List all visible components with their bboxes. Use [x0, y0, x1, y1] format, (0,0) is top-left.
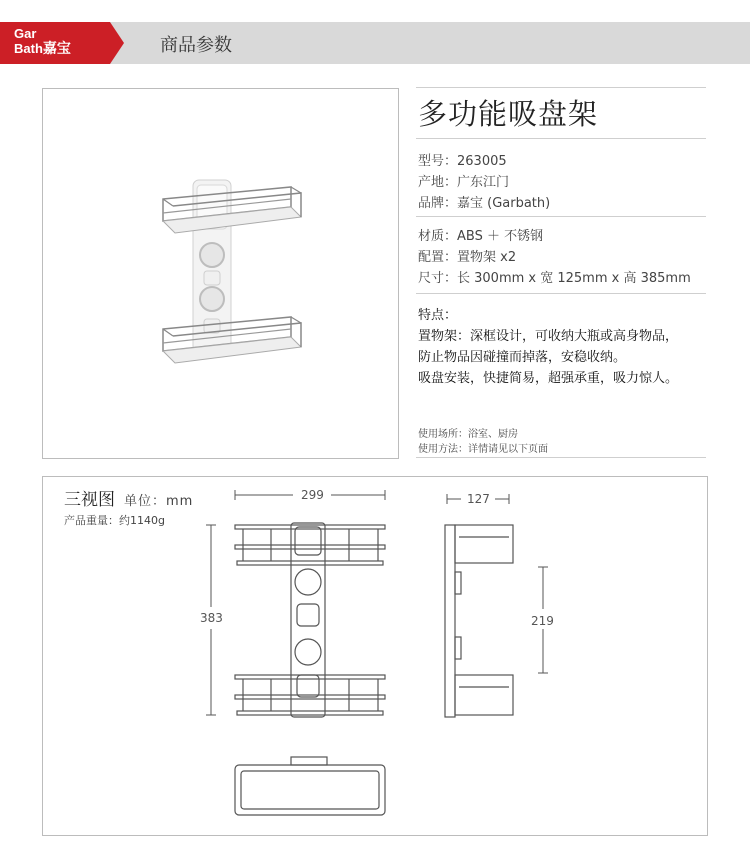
dim-side-height-label: 219: [531, 614, 554, 628]
section-title: 商品参数: [160, 35, 232, 56]
dim-height-label: 383: [200, 611, 223, 625]
product-title: 多功能吸盘架: [418, 97, 599, 131]
spec-brand: 品牌：嘉宝 (Garbath): [418, 196, 551, 211]
three-view-drawing: [42, 476, 708, 836]
usage-method: 使用方法：详情请见以下页面: [418, 444, 548, 455]
divider: [416, 457, 706, 458]
weight-label: 产品重量：约1140g: [64, 514, 165, 527]
brand-logo: [0, 22, 110, 64]
feature-line: 防止物品因碰撞而掉落，安稳收纳。: [418, 350, 627, 365]
divider: [416, 138, 706, 139]
three-view-title: 三视图: [64, 490, 115, 510]
logo-line2: Bath: [14, 41, 43, 56]
usage-place: 使用场所：浴室、厨房: [418, 429, 518, 440]
spec-material: 材质：ABS ＋ 不锈钢: [418, 229, 544, 244]
dim-width-label: 299: [301, 488, 324, 502]
spec-size: 尺寸：长 300mm x 宽 125mm x 高 385mm: [418, 271, 691, 286]
spec-origin: 产地：广东江门: [418, 175, 510, 190]
divider: [416, 216, 706, 217]
logo-line1: Gar: [14, 26, 37, 41]
dim-depth-label: 127: [467, 492, 490, 506]
spec-model: 型号：263005: [418, 154, 507, 169]
feature-line: 置物架：深框设计，可收纳大瓶或高身物品，: [418, 329, 679, 344]
logo-cn: 嘉宝: [42, 40, 71, 56]
header-bar: [0, 22, 750, 64]
unit-label: 单位：mm: [124, 494, 194, 509]
arrow-decoration: [110, 22, 124, 64]
features-title: 特点：: [418, 308, 458, 323]
feature-line: 吸盘安装，快捷简易，超强承重，吸力惊人。: [418, 371, 679, 386]
divider: [416, 87, 706, 88]
technical-drawing: [43, 477, 707, 835]
spec-config: 配置：置物架 x2: [418, 250, 517, 265]
product-photo: [42, 88, 399, 459]
divider: [416, 293, 706, 294]
shelf-photo-illustration: [43, 89, 398, 458]
